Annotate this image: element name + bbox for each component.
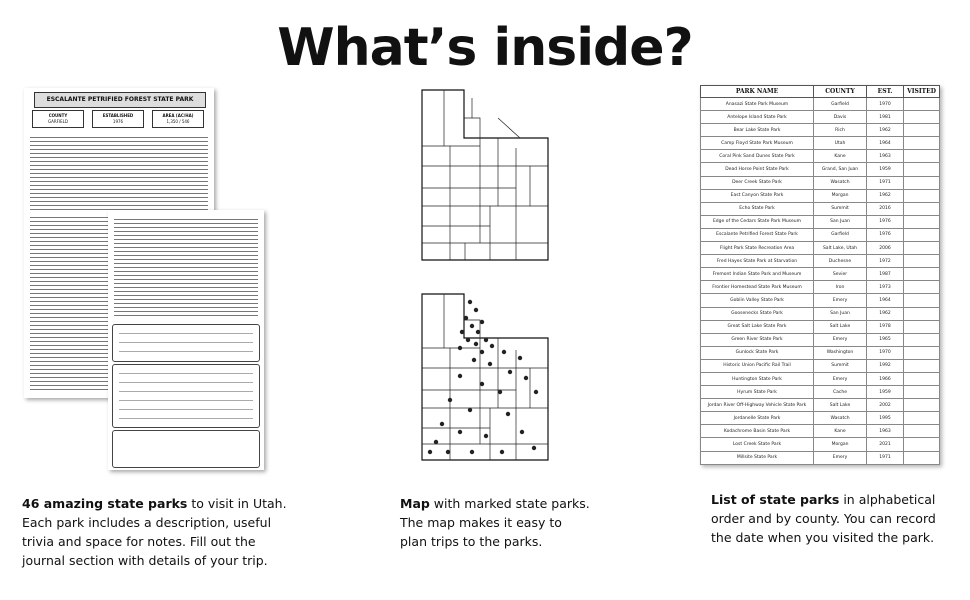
county-cell: Summit xyxy=(814,202,867,215)
visited-cell[interactable] xyxy=(904,333,940,346)
park-name-cell: Anasazi State Park Museum xyxy=(701,98,814,111)
table-row xyxy=(701,111,940,124)
county-cell: Duchesne xyxy=(814,255,867,268)
county-cell: Rich xyxy=(814,124,867,137)
visited-cell[interactable] xyxy=(904,228,940,241)
est-cell: 1995 xyxy=(867,412,904,425)
table-row xyxy=(701,320,940,333)
est-cell: 1973 xyxy=(867,281,904,294)
county-cell: Wasatch xyxy=(814,412,867,425)
table-row xyxy=(701,189,940,202)
county-cell: Utah xyxy=(814,137,867,150)
visited-cell[interactable] xyxy=(904,176,940,189)
county-cell: Sevier xyxy=(814,268,867,281)
park-name-cell: Antelope Island State Park xyxy=(701,111,814,124)
col-visited: VISITED xyxy=(904,86,940,98)
park-description xyxy=(30,134,208,212)
caption-list-bold: List of state parks xyxy=(711,492,840,507)
county-cell: Garfield xyxy=(814,98,867,111)
county-cell: Salt Lake, Utah xyxy=(814,242,867,255)
park-name-cell: Huntington State Park xyxy=(701,372,814,385)
est-cell: 2016 xyxy=(867,202,904,215)
county-cell: Salt Lake xyxy=(814,320,867,333)
park-title: ESCALANTE PETRIFIED FOREST STATE PARK xyxy=(34,92,206,108)
est-cell: 2006 xyxy=(867,242,904,255)
visited-cell[interactable] xyxy=(904,268,940,281)
visited-cell[interactable] xyxy=(904,294,940,307)
caption-journal-text: to visit in Utah. Each park includes a description, useful trivia and space for notes. Fill out the journal section with details of your trip. xyxy=(22,496,287,568)
county-cell: Emery xyxy=(814,451,867,464)
visited-cell[interactable] xyxy=(904,346,940,359)
table-row xyxy=(701,307,940,320)
est-cell: 1966 xyxy=(867,372,904,385)
est-cell: 1964 xyxy=(867,137,904,150)
caption-map-bold: Map xyxy=(400,496,430,511)
col-park-name: PARK NAME xyxy=(701,86,814,98)
county-cell: Cache xyxy=(814,386,867,399)
est-cell: 1962 xyxy=(867,189,904,202)
park-name-cell: Dead Horse Point State Park xyxy=(701,163,814,176)
est-cell: 1981 xyxy=(867,111,904,124)
county-cell: Davis xyxy=(814,111,867,124)
park-name-cell: Fred Hayes State Park at Starvation xyxy=(701,255,814,268)
park-name-cell: Jordan River Off-Highway Vehicle State Park xyxy=(701,399,814,412)
table-row xyxy=(701,98,940,111)
est-cell: 1992 xyxy=(867,359,904,372)
est-cell: 2021 xyxy=(867,438,904,451)
est-cell: 1970 xyxy=(867,346,904,359)
visited-cell[interactable] xyxy=(904,438,940,451)
est-cell: 1971 xyxy=(867,451,904,464)
park-name-cell: East Canyon State Park xyxy=(701,189,814,202)
park-name-cell: Great Salt Lake State Park xyxy=(701,320,814,333)
visited-cell[interactable] xyxy=(904,242,940,255)
visited-cell[interactable] xyxy=(904,399,940,412)
est-cell: 1978 xyxy=(867,320,904,333)
est-cell: 1964 xyxy=(867,294,904,307)
visited-cell[interactable] xyxy=(904,386,940,399)
park-name-cell: Flight Park State Recreation Area xyxy=(701,242,814,255)
table-row xyxy=(701,176,940,189)
county-cell: Emery xyxy=(814,294,867,307)
visited-cell[interactable] xyxy=(904,372,940,385)
park-name-cell: Goblin Valley State Park xyxy=(701,294,814,307)
est-cell: 1976 xyxy=(867,215,904,228)
visited-cell[interactable] xyxy=(904,137,940,150)
est-cell: 1962 xyxy=(867,124,904,137)
county-cell: Emery xyxy=(814,333,867,346)
visited-cell[interactable] xyxy=(904,281,940,294)
table-row xyxy=(701,399,940,412)
est-cell: 1962 xyxy=(867,307,904,320)
est-cell: 2002 xyxy=(867,399,904,412)
park-name-cell: Kodachrome Basin State Park xyxy=(701,425,814,438)
table-row xyxy=(701,228,940,241)
table-row xyxy=(701,281,940,294)
county-cell: Washington xyxy=(814,346,867,359)
visited-cell[interactable] xyxy=(904,307,940,320)
visited-cell[interactable] xyxy=(904,255,940,268)
table-row xyxy=(701,438,940,451)
table-row xyxy=(701,150,940,163)
caption-map-text: with marked state parks. The map makes it easy to plan trips to the parks. xyxy=(400,496,590,549)
est-cell: 1959 xyxy=(867,163,904,176)
visited-cell[interactable] xyxy=(904,150,940,163)
park-name-cell: Hyrum State Park xyxy=(701,386,814,399)
established-label: ESTABLISHED xyxy=(102,113,134,118)
visited-cell[interactable] xyxy=(904,320,940,333)
established-value: 1976 xyxy=(112,119,124,124)
area-label: AREA (AC/HA) xyxy=(162,113,194,118)
table-row xyxy=(701,386,940,399)
county-cell: Grand, San Juan xyxy=(814,163,867,176)
county-cell: San Juan xyxy=(814,215,867,228)
county-cell: Summit xyxy=(814,359,867,372)
park-name-cell: Gunlock State Park xyxy=(701,346,814,359)
table-row xyxy=(701,425,940,438)
table-row xyxy=(701,294,940,307)
visited-cell[interactable] xyxy=(904,451,940,464)
visited-cell[interactable] xyxy=(904,412,940,425)
col-county: COUNTY xyxy=(814,86,867,98)
visited-cell[interactable] xyxy=(904,163,940,176)
visited-cell[interactable] xyxy=(904,425,940,438)
table-row xyxy=(701,124,940,137)
visited-cell[interactable] xyxy=(904,124,940,137)
county-label: COUNTY xyxy=(48,113,68,118)
journal-box xyxy=(112,364,260,428)
county-cell: Morgan xyxy=(814,189,867,202)
visited-cell[interactable] xyxy=(904,98,940,111)
county-cell: Emery xyxy=(814,372,867,385)
table-row xyxy=(701,359,940,372)
col-est: EST. xyxy=(867,86,904,98)
table-row xyxy=(701,242,940,255)
est-cell: 1970 xyxy=(867,98,904,111)
county-cell: Morgan xyxy=(814,438,867,451)
utah-state-parks-map xyxy=(420,292,550,462)
est-cell: 1965 xyxy=(867,333,904,346)
table-row xyxy=(701,412,940,425)
caption-list xyxy=(711,490,947,547)
est-cell: 1963 xyxy=(867,425,904,438)
table-row xyxy=(701,451,940,464)
park-name-cell: Edge of the Cedars State Park Museum xyxy=(701,215,814,228)
county-cell: Kane xyxy=(814,425,867,438)
county-cell: San Juan xyxy=(814,307,867,320)
trivia-text xyxy=(114,216,258,316)
visited-cell[interactable] xyxy=(904,189,940,202)
park-description-continued xyxy=(30,214,108,392)
park-name-cell: Lost Creek State Park xyxy=(701,438,814,451)
table-body xyxy=(701,98,940,465)
park-name-cell: Fremont Indian State Park and Museum xyxy=(701,268,814,281)
table-row xyxy=(701,333,940,346)
caption-list-text: in alphabetical order and by county. You can record the date when you visited the park. xyxy=(711,492,936,545)
table-row xyxy=(701,255,940,268)
est-cell: 1987 xyxy=(867,268,904,281)
utah-county-map xyxy=(420,88,550,263)
visited-cell[interactable] xyxy=(904,111,940,124)
county-cell: Garfield xyxy=(814,228,867,241)
county-cell: Iron xyxy=(814,281,867,294)
county-value: GARFIELD xyxy=(48,119,68,124)
county-cell: Wasatch xyxy=(814,176,867,189)
est-cell: 1972 xyxy=(867,255,904,268)
park-name-cell: Escalante Petrified Forest State Park xyxy=(701,228,814,241)
est-cell: 1959 xyxy=(867,386,904,399)
table-row xyxy=(701,163,940,176)
park-name-cell: Goosenecks State Park xyxy=(701,307,814,320)
park-name-cell: Green River State Park xyxy=(701,333,814,346)
table-row xyxy=(701,268,940,281)
park-name-cell: Millsite State Park xyxy=(701,451,814,464)
park-name-cell: Deer Creek State Park xyxy=(701,176,814,189)
journal-notes-page xyxy=(108,210,264,470)
park-name-cell: Historic Union Pacific Rail Trail xyxy=(701,359,814,372)
park-name-cell: Camp Floyd State Park Museum xyxy=(701,137,814,150)
table-row xyxy=(701,346,940,359)
visit-details-box xyxy=(112,324,260,362)
visited-cell[interactable] xyxy=(904,215,940,228)
page-title: What’s inside? xyxy=(277,18,693,78)
favorite-memory-box xyxy=(112,430,260,468)
county-box xyxy=(32,110,84,128)
park-name-cell: Echo State Park xyxy=(701,202,814,215)
caption-journal xyxy=(22,494,294,570)
table-row xyxy=(701,202,940,215)
est-cell: 1976 xyxy=(867,228,904,241)
park-name-cell: Coral Pink Sand Dunes State Park xyxy=(701,150,814,163)
table-row xyxy=(701,137,940,150)
park-name-cell: Jordanelle State Park xyxy=(701,412,814,425)
county-cell: Salt Lake xyxy=(814,399,867,412)
area-box xyxy=(152,110,204,128)
table-row xyxy=(701,372,940,385)
established-box xyxy=(92,110,144,128)
county-cell: Kane xyxy=(814,150,867,163)
park-list-table xyxy=(700,85,940,465)
caption-journal-bold: 46 amazing state parks xyxy=(22,496,188,511)
table-row xyxy=(701,215,940,228)
park-name-cell: Frontier Homestead State Park Museum xyxy=(701,281,814,294)
visited-cell[interactable] xyxy=(904,202,940,215)
table-header-row xyxy=(701,86,940,98)
est-cell: 1963 xyxy=(867,150,904,163)
visited-cell[interactable] xyxy=(904,359,940,372)
caption-map xyxy=(400,494,590,551)
area-value: 1,350 / 546 xyxy=(166,119,190,124)
est-cell: 1971 xyxy=(867,176,904,189)
park-name-cell: Bear Lake State Park xyxy=(701,124,814,137)
